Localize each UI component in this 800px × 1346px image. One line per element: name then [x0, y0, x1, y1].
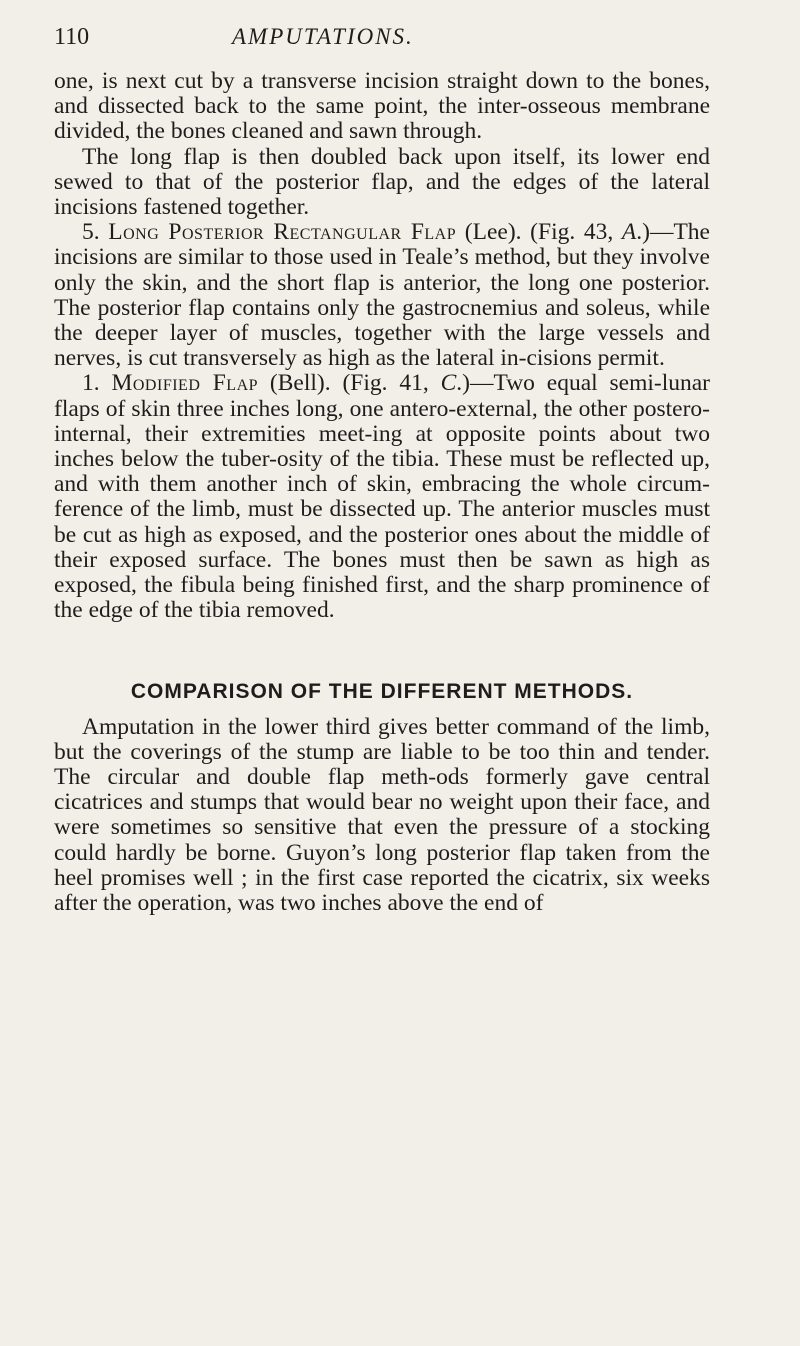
figure-ref-open: (Fig. 41, — [342, 370, 429, 397]
figure-ref-letter: A — [621, 219, 637, 246]
section-number: 1. — [82, 370, 100, 397]
section-title: Long Posterior Rectangular Flap — [108, 219, 457, 246]
paragraph-comparison: Amputation in the lower third gives better command of the limb, but the coverings of the stump are liable to be too thin and tender. The circular and double flap meth-ods formerly gave central cicatrices and stumps that would bear no weight upon their face, and were sometimes so sensitive that even the pressure of a stocking could hardly be borne. Guyon’s long posterior flap taken from the heel promises well ; in the first case reported the cicatrix, six weeks after the operation, was two inches above the end of — [54, 713, 710, 917]
paragraph-long-flap: The long flap is then doubled back upon itself, its lower end sewed to that of the posterior flap, and the edges of the lateral incisions fastened together. — [54, 143, 710, 221]
paragraph-continuation: one, is next cut by a transverse incision straight down to the bones, and dissected back to the same point, the inter-osseous membrane divided, the bones cleaned and sawn through. — [54, 68, 710, 145]
section-author: (Bell). — [269, 370, 331, 397]
figure-ref-open: (Fig. 43, — [530, 219, 614, 246]
figure-ref-close: .) — [456, 370, 470, 397]
running-title: AMPUTATIONS. — [232, 24, 414, 49]
section-heading: COMPARISON OF THE DIFFERENT METHODS. — [130, 680, 634, 704]
section-number: 5. — [82, 219, 100, 246]
paragraph-bell-method — [54, 371, 710, 623]
figure-ref-close: .) — [636, 219, 650, 246]
paragraph-text: —The incisions are similar to those used in Teale’s method, but they involve only the skin, and the short flap is anterior, the long one posterior. The posterior flap contains only the gastrocnemius and soleus, while the deeper layer of muscles, together with the large vessels and nerves, is cut transversely as high as the lateral in-cisions permit. — [54, 219, 710, 372]
section-title: Modified Flap — [111, 370, 259, 397]
figure-ref-letter: C — [440, 370, 457, 397]
paragraph-text: —Two equal semi-lunar flaps of skin three inches long, one antero-external, the other postero-internal, their extremities meet-ing at opposite points about two inches below the tuber-osity of the tibia. These must be reflected up, and with them another inch of skin, embracing the whole circum-ference of the limb, must be dissected up. The anterior muscles must be cut as high as exposed, and the posterior ones about the middle of their exposed surface. The bones must then be sawn as high as exposed, the fibula being finished first, and the sharp prominence of the edge of the tibia removed. — [54, 370, 711, 624]
page-number: 110 — [54, 24, 90, 50]
section-author: (Lee). — [464, 219, 522, 246]
paragraph-lee-method — [54, 220, 710, 371]
body-text — [54, 69, 710, 916]
running-head — [54, 24, 710, 58]
